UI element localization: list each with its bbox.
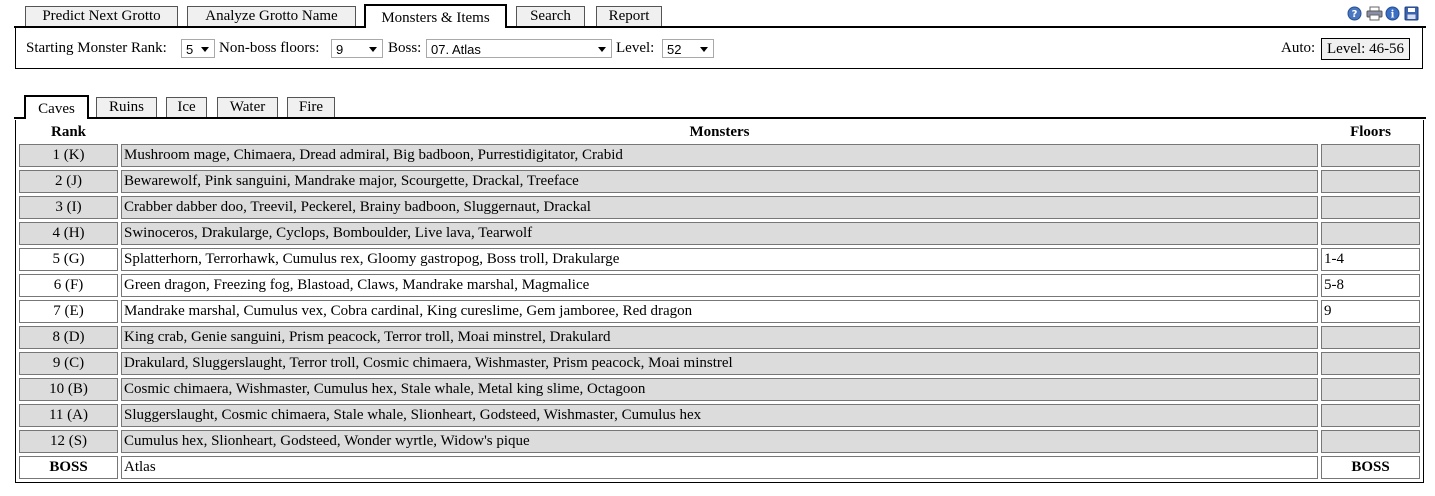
auto-level-button[interactable]: Level: 46-56 bbox=[1321, 38, 1410, 60]
environment-tab-bar bbox=[0, 94, 1435, 119]
tab-water[interactable]: Water bbox=[217, 97, 278, 117]
level-select[interactable] bbox=[662, 39, 714, 58]
save-icon[interactable] bbox=[1404, 6, 1419, 21]
table-header-row bbox=[19, 123, 1420, 141]
monsters-cell: Crabber dabber doo, Treevil, Peckerel, Brainy badboon, Sluggernaut, Drackal bbox=[121, 196, 1318, 219]
floors-cell bbox=[1321, 222, 1420, 245]
help-icon[interactable] bbox=[1347, 6, 1362, 21]
chevron-down-icon bbox=[201, 47, 209, 52]
monsters-cell: Bewarewolf, Pink sanguini, Mandrake major, Scourgette, Drackal, Treeface bbox=[121, 170, 1318, 193]
rank-cell: 7 (E) bbox=[19, 300, 118, 323]
chevron-down-icon bbox=[700, 47, 708, 52]
monsters-cell: Swinoceros, Drakularge, Cyclops, Bomboulder, Live lava, Tearwolf bbox=[121, 222, 1318, 245]
floors-column-header: Floors bbox=[1350, 124, 1391, 140]
table-row bbox=[19, 430, 1420, 453]
info-icon[interactable] bbox=[1385, 6, 1400, 21]
svg-text:?: ? bbox=[1351, 9, 1358, 20]
tab-analyze-grotto-name[interactable]: Analyze Grotto Name bbox=[187, 6, 356, 26]
tab-monsters-items[interactable]: Monsters & Items bbox=[364, 4, 507, 28]
boss-value: 07. Atlas bbox=[431, 42, 481, 57]
floors-cell bbox=[1321, 196, 1420, 219]
boss-row bbox=[19, 456, 1420, 479]
print-icon[interactable] bbox=[1366, 6, 1381, 21]
monster-table bbox=[15, 120, 1424, 483]
rank-cell: 11 (A) bbox=[19, 404, 118, 427]
rank-cell: 8 (D) bbox=[19, 326, 118, 349]
monsters-column-header: Monsters bbox=[689, 124, 750, 140]
rank-cell: 9 (C) bbox=[19, 352, 118, 375]
rank-cell: 3 (I) bbox=[19, 196, 118, 219]
monsters-cell: Mushroom mage, Chimaera, Dread admiral, Big badboon, Purrestidigitator, Crabid bbox=[121, 144, 1318, 167]
table-row bbox=[19, 300, 1420, 323]
tab-ruins[interactable]: Ruins bbox=[96, 97, 157, 117]
table-row bbox=[19, 404, 1420, 427]
boss-floors-cell: BOSS bbox=[1321, 456, 1420, 479]
monsters-cell: Green dragon, Freezing fog, Blastoad, Claws, Mandrake marshal, Magmalice bbox=[121, 274, 1318, 297]
starting-rank-label: Starting Monster Rank: bbox=[26, 40, 167, 56]
svg-text:i: i bbox=[1390, 9, 1395, 21]
toolbar-icons bbox=[1347, 6, 1419, 21]
rank-cell: 4 (H) bbox=[19, 222, 118, 245]
monsters-cell: Sluggerslaught, Cosmic chimaera, Stale whale, Slionheart, Godsteed, Wishmaster, Cumulus hex bbox=[121, 404, 1318, 427]
tab-fire[interactable]: Fire bbox=[287, 97, 335, 117]
floors-cell bbox=[1321, 430, 1420, 453]
level-value: 52 bbox=[667, 42, 682, 57]
table-row bbox=[19, 144, 1420, 167]
auto-label: Auto: bbox=[1281, 40, 1316, 56]
tab-caves[interactable]: Caves bbox=[24, 95, 89, 119]
nonboss-floors-label: Non-boss floors: bbox=[219, 40, 320, 56]
rank-cell: 6 (F) bbox=[19, 274, 118, 297]
starting-rank-value: 5 bbox=[186, 42, 194, 57]
floors-cell: 9 bbox=[1321, 300, 1420, 323]
table-row bbox=[19, 248, 1420, 271]
boss-label: Boss: bbox=[388, 40, 422, 56]
grotto-settings-panel bbox=[15, 28, 1423, 69]
boss-rank-cell: BOSS bbox=[19, 456, 118, 479]
rank-cell: 5 (G) bbox=[19, 248, 118, 271]
nonboss-floors-value: 9 bbox=[336, 42, 344, 57]
floors-cell: 5-8 bbox=[1321, 274, 1420, 297]
table-row bbox=[19, 378, 1420, 401]
chevron-down-icon bbox=[369, 47, 377, 52]
monsters-cell: Cosmic chimaera, Wishmaster, Cumulus hex, Stale whale, Metal king slime, Octagoon bbox=[121, 378, 1318, 401]
monsters-cell: Drakulard, Sluggerslaught, Terror troll, Cosmic chimaera, Wishmaster, Prism peacock, Moai minstrel bbox=[121, 352, 1318, 375]
monsters-cell: Mandrake marshal, Cumulus vex, Cobra cardinal, King cureslime, Gem jamboree, Red dragon bbox=[121, 300, 1318, 323]
floors-cell bbox=[1321, 352, 1420, 375]
chevron-down-icon bbox=[598, 47, 606, 52]
table-row bbox=[19, 196, 1420, 219]
tab-predict-next-grotto[interactable]: Predict Next Grotto bbox=[25, 6, 178, 26]
floors-cell: 1-4 bbox=[1321, 248, 1420, 271]
floors-cell bbox=[1321, 404, 1420, 427]
monsters-cell: Splatterhorn, Terrorhawk, Cumulus rex, Gloomy gastropog, Boss troll, Drakularge bbox=[121, 248, 1318, 271]
tab-search[interactable]: Search bbox=[516, 6, 585, 26]
main-tab-bar bbox=[0, 0, 1435, 28]
rank-cell: 1 (K) bbox=[19, 144, 118, 167]
rank-cell: 2 (J) bbox=[19, 170, 118, 193]
env-tab-divider bbox=[14, 117, 1426, 119]
tab-ice[interactable]: Ice bbox=[166, 97, 207, 117]
table-row bbox=[19, 222, 1420, 245]
rank-cell: 12 (S) bbox=[19, 430, 118, 453]
monsters-cell: King crab, Genie sanguini, Prism peacock, Terror troll, Moai minstrel, Drakulard bbox=[121, 326, 1318, 349]
floors-cell bbox=[1321, 144, 1420, 167]
floors-cell bbox=[1321, 326, 1420, 349]
monsters-cell: Cumulus hex, Slionheart, Godsteed, Wonder wyrtle, Widow's pique bbox=[121, 430, 1318, 453]
floors-cell bbox=[1321, 170, 1420, 193]
table-row bbox=[19, 274, 1420, 297]
table-row bbox=[19, 170, 1420, 193]
table-row bbox=[19, 352, 1420, 375]
rank-column-header: Rank bbox=[50, 124, 87, 140]
starting-rank-select[interactable] bbox=[181, 39, 215, 58]
boss-monster-cell: Atlas bbox=[121, 456, 1318, 479]
tab-report[interactable]: Report bbox=[596, 6, 662, 26]
floors-cell bbox=[1321, 378, 1420, 401]
boss-select[interactable] bbox=[426, 39, 612, 58]
level-label: Level: bbox=[616, 40, 655, 56]
nonboss-floors-select[interactable] bbox=[331, 39, 383, 58]
table-row bbox=[19, 326, 1420, 349]
rank-cell: 10 (B) bbox=[19, 378, 118, 401]
